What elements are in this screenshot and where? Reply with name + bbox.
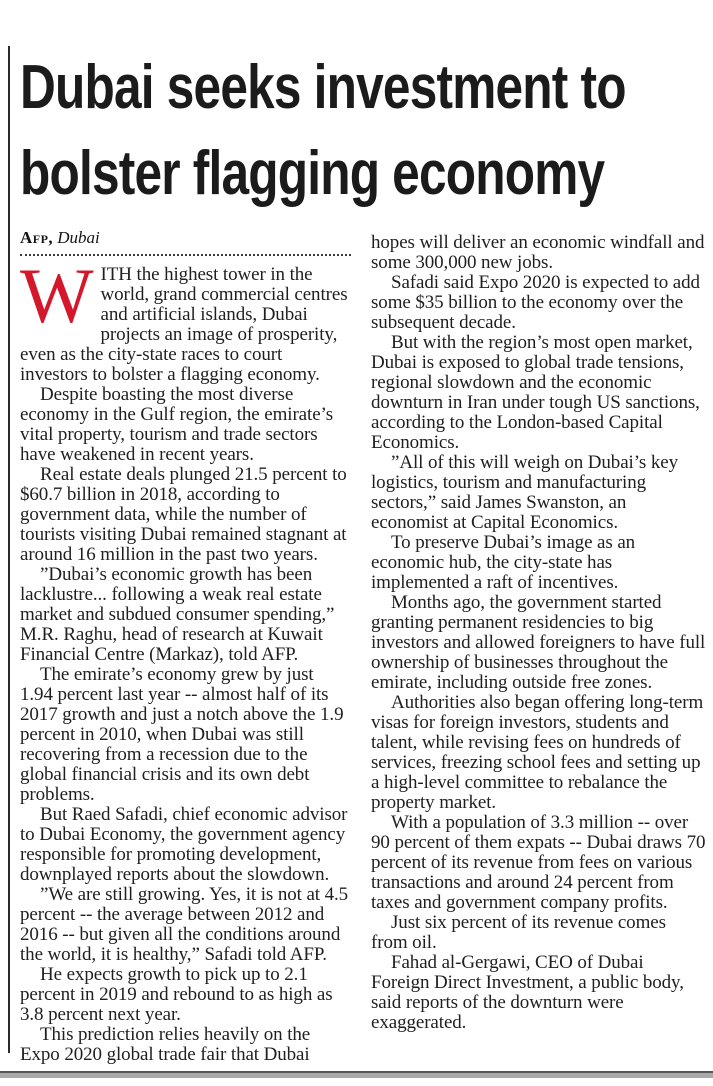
article-paragraph: To preserve Dubai’s image as an economic hub, the city-state has implemented a raft of incentives. (371, 532, 636, 593)
drop-cap: W (20, 252, 94, 339)
headline-line-2: bolster flagging economy (20, 139, 605, 208)
article-headline (20, 45, 706, 217)
headline-line-1: Dubai seeks investment to (20, 53, 626, 122)
byline-location: Dubai (57, 228, 100, 247)
article-paragraph: He expects growth to pick up to 2.1 percent in 2019 and rebound to as high as 3.8 percent next year. (20, 964, 333, 1025)
article-paragraph: Months ago, the government started granting permanent residencies to big investors and allowed foreigners to have full ownership of businesses throughout the emirate, including outside free zones. (371, 592, 706, 693)
article-paragraph: But Raed Safadi, chief economic advisor to Dubai Economy, the government agency responsible for promoting development, downplayed reports about the slowdown. (20, 804, 348, 885)
right-column (371, 222, 706, 1065)
lead-paragraph (20, 252, 351, 385)
article-paragraph: Just six percent of its revenue comes from oil. (371, 912, 666, 953)
left-column (20, 222, 351, 1065)
article-paragraph: This prediction relies heavily on the Expo 2020 global trade fair that Dubai (20, 1024, 311, 1065)
article-columns (20, 222, 706, 1065)
article-paragraph: Safadi said Expo 2020 is expected to add some $35 billion to the economy over the subsequent decade. (371, 272, 700, 333)
article-paragraph: Despite boasting the most diverse economy in the Gulf region, the emirate’s vital property, tourism and trade sectors have weakened in recent years. (20, 384, 333, 465)
article-paragraph: ”We are still growing. Yes, it is not at 4.5 percent -- the average between 2012 and 2016 -- but given all the conditions around the world, it is healthy,” Safadi told AFP. (20, 884, 349, 965)
lead-paragraph-text: ITH the highest tower in the world, grand commercial centres and artificial islands, Dubai projects an image of prosperity, even as the city-state races to court investors to bolster a flagging economy. (20, 264, 348, 385)
article-paragraph: Authorities also began offering long-term visas for foreign investors, students and talent, while revising fees on hundreds of services, freezing school fees and setting up a high-level committee to rebalance the property market. (371, 692, 704, 813)
byline (20, 228, 351, 248)
article-paragraph: The emirate’s economy grew by just 1.94 percent last year -- almost half of its 2017 growth and just a notch above the 1.9 percent in 2010, when Dubai was still recovering from a recession due to the global financial crisis and its own debt problems. (20, 664, 344, 805)
byline-agency: Afp, (20, 228, 54, 247)
article-paragraph: ”Dubai’s economic growth has been lacklustre... following a weak real estate market and subdued consumer spending,” M.R. Raghu, head of research at Kuwait Financial Centre (Markaz), told AFP. (20, 564, 335, 665)
article-paragraph: hopes will deliver an economic windfall and some 300,000 new jobs. (371, 232, 705, 273)
article-paragraph: Fahad al-Gergawi, CEO of Dubai Foreign Direct Investment, a public body, said reports of the downturn were exaggerated. (371, 952, 684, 1033)
article-paragraph: ”All of this will weigh on Dubai’s key logistics, tourism and manufacturing sectors,” said James Swanston, an economist at Capital Economics. (371, 452, 678, 533)
bottom-divider-rule (0, 1071, 713, 1078)
article-paragraph: With a population of 3.3 million -- over 90 percent of them expats -- Dubai draws 70 percent of its revenue from fees on various transactions and around 24 percent from taxes and government company profits. (371, 812, 706, 913)
article-paragraph: But with the region’s most open market, Dubai is exposed to global trade tensions, regional slowdown and the economic downturn in Iran under tough US sanctions, according to the London-based Capital Economics. (371, 332, 700, 453)
left-column-rule (8, 46, 10, 1053)
article-paragraph: Real estate deals plunged 21.5 percent to $60.7 billion in 2018, according to government data, while the number of tourists visiting Dubai remained stagnant at around 16 million in the past two years. (20, 464, 347, 565)
article-content (20, 45, 706, 1065)
